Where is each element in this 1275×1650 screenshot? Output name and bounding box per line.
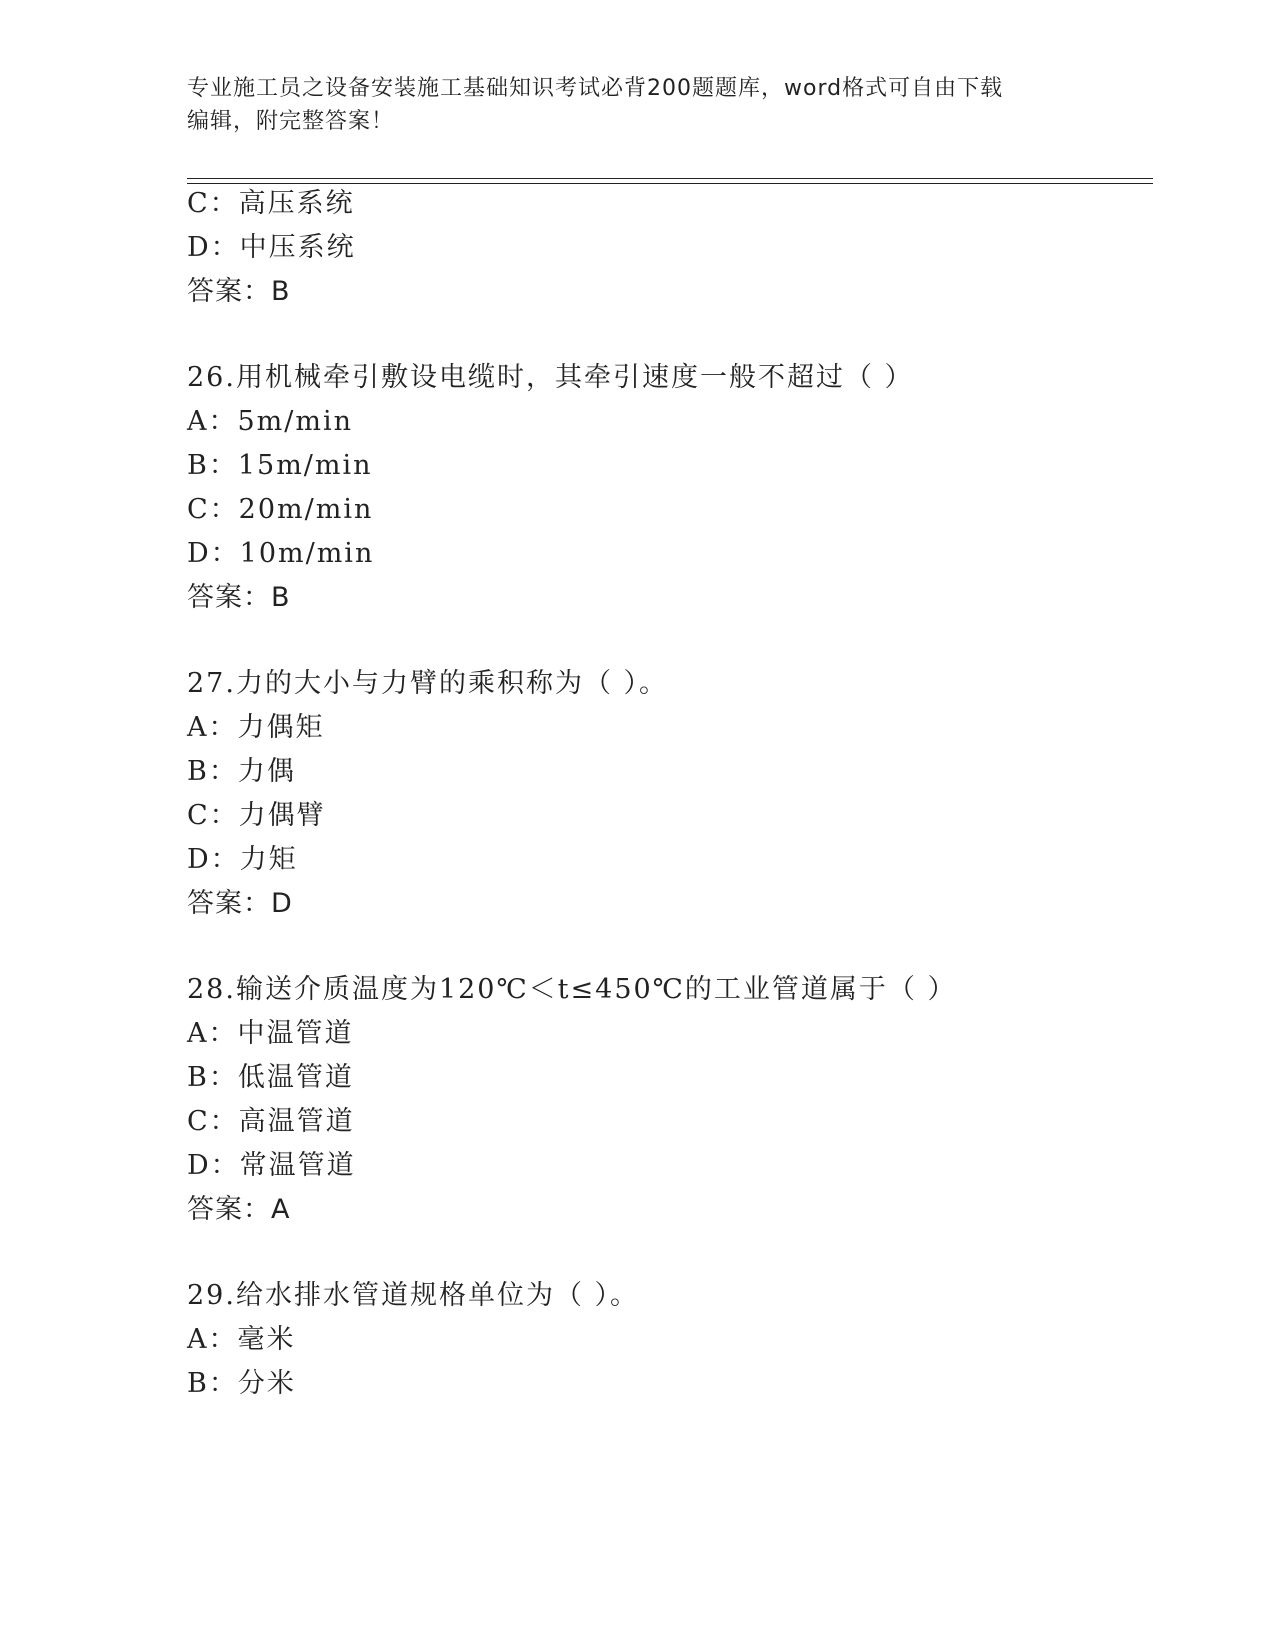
option-d-q28: D：常温管道 [187,1150,356,1181]
option-d-q27: D：力矩 [187,844,298,875]
option-c-q28: C：高温管道 [187,1106,355,1137]
header-divider-bottom [187,183,1153,184]
answer-q28: 答案：A [187,1194,291,1225]
option-c-q27: C：力偶臂 [187,800,326,831]
option-c-q25: C：高压系统 [187,188,355,219]
answer-q25: 答案：B [187,276,291,307]
document-header [187,72,1087,138]
question-28-stem: 28.输送介质温度为120℃＜t≤450℃的工业管道属于（ ） [187,974,957,1005]
header-title-line-2: 编辑，附完整答案！ [187,109,395,134]
option-a-q27: A：力偶矩 [187,712,325,743]
question-27-stem: 27.力的大小与力臂的乘积称为（ ）。 [187,668,669,699]
question-29-stem: 29.给水排水管道规格单位为（ ）。 [187,1280,640,1311]
option-a-q29: A：毫米 [187,1324,296,1355]
answer-q27: 答案：D [187,888,293,919]
option-b-q26: B：15m/min [187,450,373,481]
option-a-q28: A：中温管道 [187,1018,354,1049]
option-a-q26: A：5m/min [187,406,354,437]
option-c-q26: C：20m/min [187,494,374,525]
option-d-q25: D：中压系统 [187,232,356,263]
header-divider-top [187,178,1153,179]
option-b-q29: B：分米 [187,1368,296,1399]
option-d-q26: D：10m/min [187,538,375,569]
header-title-line-1: 专业施工员之设备安装施工基础知识考试必背200题题库，word格式可自由下载 [187,76,1004,101]
option-b-q27: B：力偶 [187,756,296,787]
option-b-q28: B：低温管道 [187,1062,354,1093]
answer-q26: 答案：B [187,582,291,613]
question-26-stem: 26.用机械牵引敷设电缆时，其牵引速度一般不超过（ ） [187,362,914,393]
